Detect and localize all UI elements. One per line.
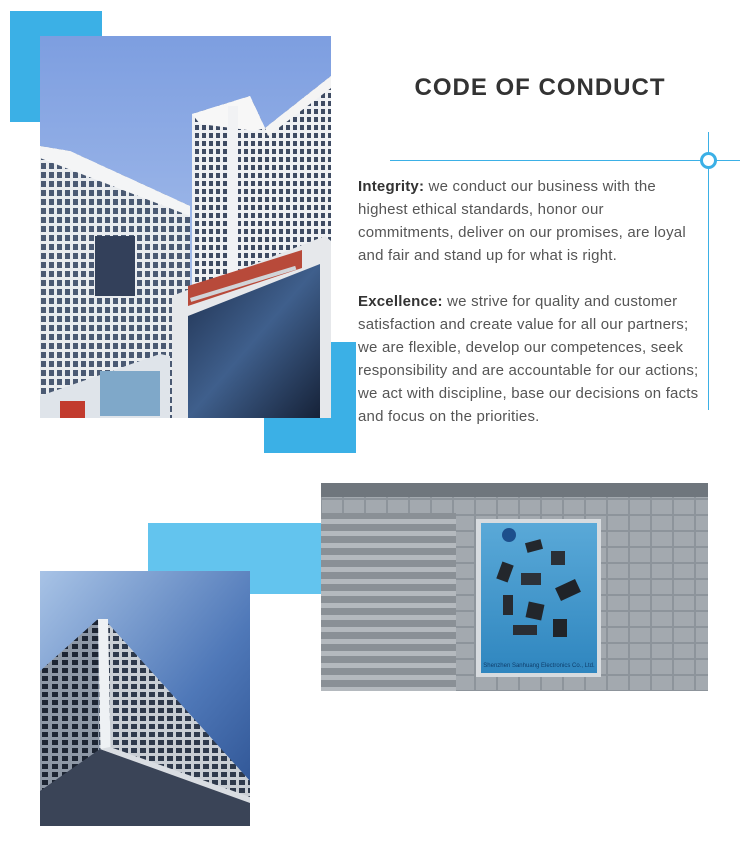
office-towers-photo bbox=[40, 36, 331, 418]
horizontal-divider bbox=[390, 160, 740, 161]
integrity-paragraph bbox=[358, 175, 703, 267]
page-title: CODE OF CONDUCT bbox=[414, 74, 666, 101]
excellence-paragraph bbox=[358, 290, 703, 428]
connector-node-icon bbox=[700, 152, 717, 169]
tower-corner-photo bbox=[40, 571, 250, 826]
excellence-label: Excellence: bbox=[358, 293, 443, 310]
vertical-divider bbox=[708, 132, 709, 410]
billboard-caption: Shenzhen Sanhuang Electronics Co., Ltd. bbox=[483, 663, 595, 669]
integrity-text: we conduct our business with the highest ethical standards, honor our commitments, deliver on our promises, are loyal and fair and stand up for what is right. bbox=[358, 178, 686, 264]
facade-billboard-photo bbox=[321, 483, 708, 691]
excellence-text: we strive for quality and customer satisfaction and create value for all our partners; we are flexible, develop our competences, seek responsibility and are accountable for our actions; we act with discipline, base our decisions on facts and focus on the priorities. bbox=[358, 293, 699, 425]
integrity-label: Integrity: bbox=[358, 178, 425, 195]
